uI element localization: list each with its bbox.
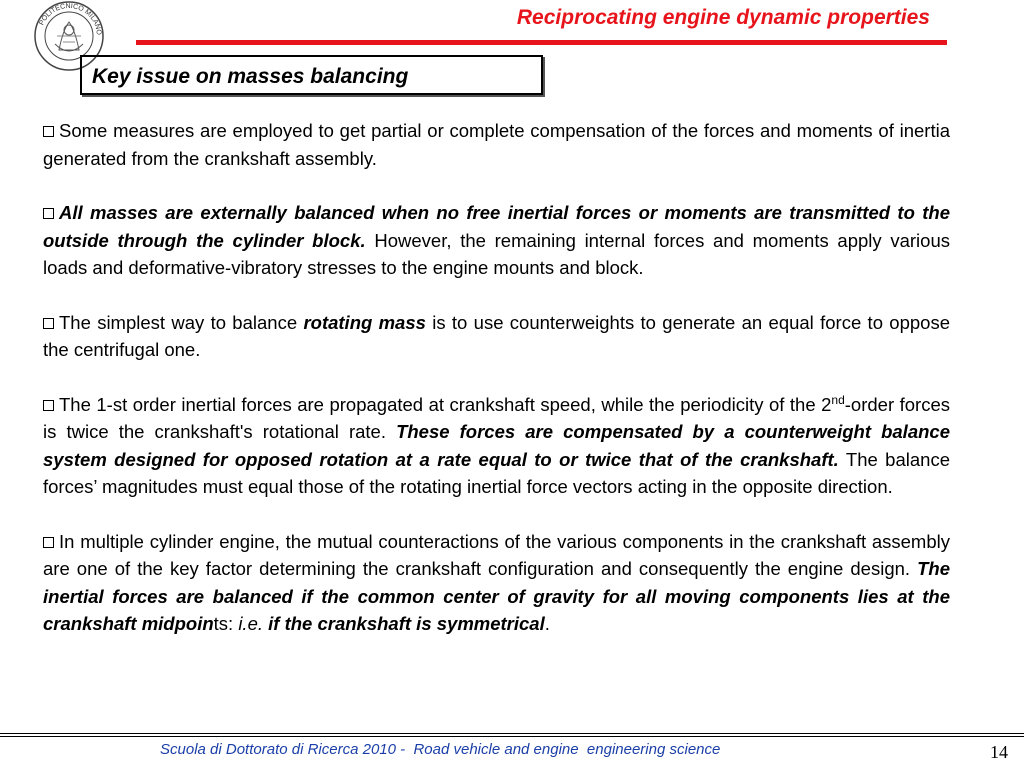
text-segment: is to use counterweights to generate an equal force to oppose the centrifugal one. [43,311,950,360]
bullet-paragraph [43,199,950,282]
svg-text:POLITECNICO MILANO: POLITECNICO MILANO [38,2,103,36]
text-segment: The 1-st order inertial forces are propagated at crankshaft speed, while the periodicity of the 2 [59,393,832,415]
title-underline [136,40,947,45]
bullet-paragraph [43,309,950,364]
bullet-paragraph [43,117,950,172]
section-subtitle: Key issue on masses balancing [92,65,409,88]
footer-text: Scuola di Dottorato di Ricerca 2010 - Road vehicle and engine engineering science [160,741,721,758]
footer-divider [0,733,1024,734]
text-segment: rotating mass [303,311,426,333]
text-segment: All masses are externally balanced when no free inertial forces or moments are transmitted to the outside through the cylinder block. [43,202,950,251]
text-segment: The balance forces’ magnitudes must equal those of the rotating inertial force vectors acting in the opposite direction. [43,448,950,497]
bullet-list [43,117,950,665]
text-segment: These forces are compensated by a counterweight balance system designed for opposed rotation at a rate equal to or twice that of the crankshaft. [43,421,950,470]
text-segment: In multiple cylinder engine, the mutual counteractions of the various components in the crankshaft assembly are one of the key factor determining the crankshaft configuration and consequently the engine design. [43,530,950,579]
checkbox-bullet-icon [43,126,54,137]
text-segment: However, the remaining internal forces and moments apply various loads and deformative-vibratory stresses to the engine mounts and block. [43,229,950,278]
text-segment: Some measures are employed to get partial or complete compensation of the forces and moments of inertia generated from the crankshaft assembly. [43,120,950,169]
text-segment: if the crankshaft is symmetrical [268,613,545,634]
slide-title: Reciprocating engine dynamic properties [516,6,930,29]
text-segment: The inertial forces are balanced if the common center of gravity for all moving components lies at the crankshaft midpoin [43,558,950,634]
bullet-paragraph [43,391,950,501]
bullet-paragraph [43,528,950,638]
text-segment: . [544,613,550,634]
page-number: 14 [990,742,1008,762]
checkbox-bullet-icon [43,318,54,329]
text-segment: ts: [213,613,239,634]
section-subtitle-box [80,55,543,95]
checkbox-bullet-icon [43,208,54,219]
footer-divider-secondary [0,736,1024,737]
checkbox-bullet-icon [43,537,54,548]
text-segment: -order forces is twice the crankshaft's rotational rate. [43,393,950,442]
text-segment: nd [831,392,845,407]
text-segment: i.e. [238,613,263,634]
checkbox-bullet-icon [43,400,54,411]
text-segment: The simplest way to balance [59,311,304,333]
